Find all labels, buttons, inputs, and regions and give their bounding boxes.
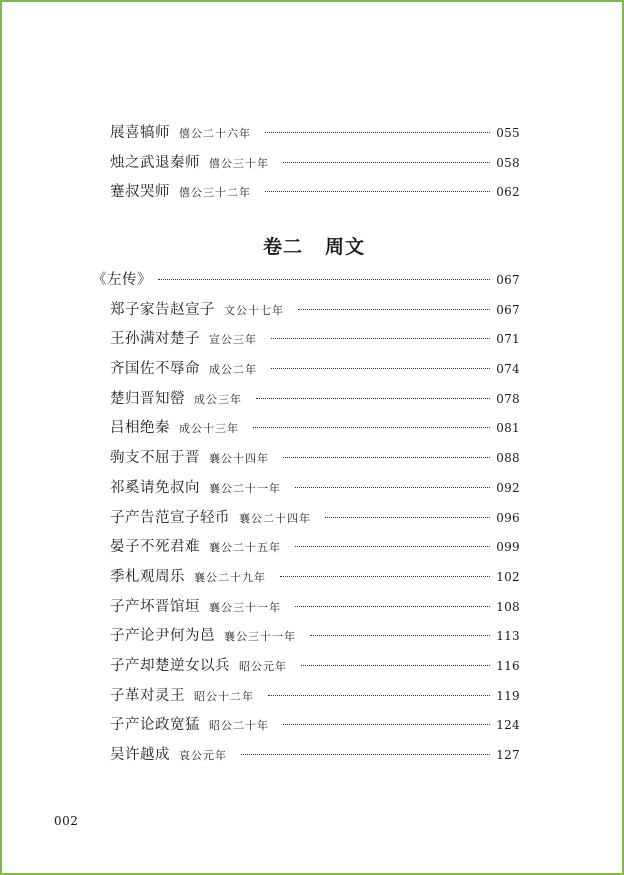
entry-title: 子产告范宣子轻币 [110,509,230,526]
toc-entry[interactable] [92,533,520,563]
entry-note: 襄公二十五年 [209,541,281,555]
dot-leader [295,546,490,547]
entry-note: 成公十三年 [179,422,239,436]
entry-title: 子产论政宽猛 [110,717,200,734]
dot-leader [280,576,490,577]
entry-note: 成公二年 [209,363,257,377]
toc-entry[interactable] [92,622,520,652]
entry-page-number: 081 [496,421,520,436]
book-page-number: 067 [496,273,520,287]
toc-entry[interactable] [92,682,520,712]
toc-entry[interactable] [92,296,520,326]
entry-title: 子产坏晋馆垣 [110,598,200,615]
entry-title: 王孙满对楚子 [110,331,200,348]
entry-title: 祁奚请免叔向 [110,479,200,496]
entry-title: 吕相绝秦 [110,420,170,437]
entry-title: 子产却楚逆女以兵 [110,657,230,674]
dot-leader [265,132,490,133]
entry-note: 襄公三十一年 [224,630,296,644]
entry-page-number: 102 [496,569,520,584]
entry-title: 楚归晋知罃 [110,390,185,407]
section-heading [2,232,624,259]
toc-entry[interactable] [92,711,520,741]
dot-leader [298,309,490,310]
entry-note: 僖公三十年 [209,156,269,170]
toc-entry[interactable] [92,385,520,415]
dot-leader [325,517,490,518]
toc-entry[interactable] [92,593,520,623]
entry-title: 子产论尹何为邑 [110,628,215,645]
dot-leader [283,162,490,163]
entry-note: 昭公元年 [239,659,287,673]
toc-entry[interactable] [92,444,520,474]
entry-title: 驹支不屈于晋 [110,450,200,467]
entry-page-number: 113 [496,629,520,644]
entry-page-number: 116 [496,658,520,673]
section-name: 周文 [325,236,366,258]
entry-page-number: 127 [496,748,520,762]
dot-leader [283,724,490,725]
toc-entry[interactable] [92,149,520,179]
toc-book-entry[interactable] [92,266,520,296]
entry-note: 哀公元年 [179,749,227,762]
entry-title: 吴许越成 [110,747,170,763]
entry-note: 昭公十二年 [194,689,254,703]
dot-leader [158,279,490,280]
entry-title: 季札观周乐 [110,568,185,585]
dot-leader [271,368,490,369]
entry-page-number: 074 [496,362,520,377]
entry-page-number: 071 [496,332,520,347]
entry-title: 子革对灵王 [110,687,185,704]
dot-leader [295,606,490,607]
toc-main-list [92,266,520,771]
entry-page-number: 062 [496,185,520,200]
dot-leader [241,754,490,755]
toc-top-list [92,119,520,208]
entry-note: 襄公十四年 [209,452,269,466]
entry-note: 僖公三十二年 [179,186,251,200]
entry-title: 烛之武退秦师 [110,154,200,171]
entry-page-number: 088 [496,451,520,466]
entry-page-number: 055 [496,126,520,140]
toc-entry[interactable] [92,355,520,385]
entry-page-number: 099 [496,540,520,555]
entry-note: 襄公三十一年 [209,600,281,614]
toc-entry[interactable] [92,563,520,593]
entry-title: 展喜犒师 [110,125,170,141]
entry-note: 宣公三年 [209,333,257,347]
toc-entry[interactable] [92,325,520,355]
entry-page-number: 108 [496,599,520,614]
book-title: 《左传》 [92,272,152,288]
entry-note: 成公三年 [194,392,242,406]
toc-entry[interactable] [92,741,520,771]
entry-title: 晏子不死君难 [110,539,200,556]
toc-entry[interactable] [92,474,520,504]
toc-entry[interactable] [92,178,520,208]
toc-entry[interactable] [92,414,520,444]
entry-note: 襄公二十一年 [209,481,281,495]
dot-leader [268,695,490,696]
dot-leader [271,338,490,339]
entry-page-number: 058 [496,155,520,170]
entry-title: 蹇叔哭师 [110,184,170,201]
entry-page-number: 092 [496,480,520,495]
dot-leader [253,427,490,428]
entry-note: 襄公二十九年 [194,570,266,584]
entry-title: 郑子家告赵宣子 [110,301,215,318]
entry-note: 文公十七年 [224,303,284,317]
dot-leader [295,487,490,488]
dot-leader [265,191,490,192]
toc-entry[interactable] [92,504,520,534]
dot-leader [310,635,490,636]
entry-title: 齐国佐不辱命 [110,361,200,378]
entry-page-number: 124 [496,718,520,733]
entry-note: 襄公二十四年 [239,511,311,525]
entry-page-number: 096 [496,510,520,525]
entry-page-number: 119 [496,688,520,703]
entry-note: 僖公二十六年 [179,127,251,140]
toc-entry[interactable] [92,119,520,149]
dot-leader [256,398,490,399]
entry-page-number: 067 [496,302,520,317]
toc-entry[interactable] [92,652,520,682]
dot-leader [301,665,490,666]
page-folio-number: 002 [54,814,79,828]
entry-note: 昭公二十年 [209,719,269,733]
dot-leader [283,457,490,458]
section-volume: 卷二 [262,236,303,258]
entry-page-number: 078 [496,391,520,406]
